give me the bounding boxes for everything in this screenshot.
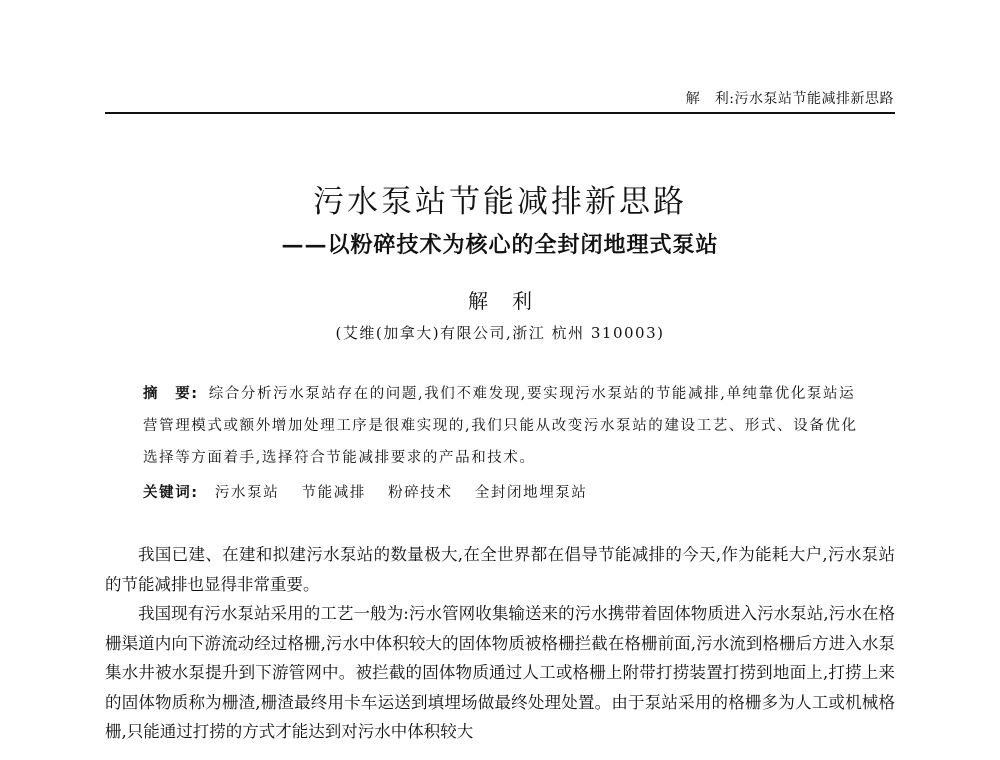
author-affiliation: (艾维(加拿大)有限公司,浙江 杭州 310003): [335, 324, 665, 342]
abstract-label: 摘 要:: [143, 386, 199, 402]
keywords: [143, 481, 604, 502]
paper-subtitle: ——以粉碎技术为核心的全封闭地理式泵站: [281, 232, 719, 258]
body-paragraph: 我国现有污水泵站采用的工艺一般为:污水管网收集输送来的污水携带着固体物质进入污水泵站,污水在格栅渠道内向下游流动经过格栅,污水中体积较大的固体物质被格栅拦截在格栅前面,污水流到格栅后方进入水泵集水井被水泵提升到下游管网中。被拦截的固体物质通过人工或格栅上附带打捞装置打捞到地面上,打捞上来的固体物质称为栅渣,栅渣最终用卡车运送到填埋场做最终处理处置。由于泵站采用的格栅多为人工或机械格栅,只能通过打捞的方式才能达到对污水中体积较大: [105, 604, 895, 741]
body-paragraph: 我国已建、在建和拟建污水泵站的数量极大,在全世界都在倡导节能减排的今天,作为能耗大户,污水泵站的节能减排也显得非常重要。: [105, 545, 895, 594]
running-header: 解 利:污水泵站节能减排新思路: [685, 91, 894, 107]
header-rule: [105, 112, 895, 114]
body-text: [105, 540, 895, 747]
author-name: 解利: [468, 289, 556, 313]
paper-title: 污水泵站节能减排新思路: [313, 184, 687, 220]
keyword: 污水泵站: [214, 485, 280, 501]
keywords-label: 关键词:: [143, 485, 199, 501]
abstract: [143, 378, 863, 474]
keyword: 节能减排: [301, 485, 366, 501]
keyword: 粉碎技术: [388, 485, 453, 501]
abstract-text: 综合分析污水泵站存在的问题,我们不难发现,要实现污水泵站的节能减排,单纯靠优化泵站运营管理模式或额外增加处理工序是很难实现的,我们只能从改变污水泵站的建设工艺、形式、设备优化选择等方面着手,选择符合节能减排要求的产品和技术。: [143, 386, 858, 466]
keyword: 全封闭地埋泵站: [474, 485, 588, 501]
